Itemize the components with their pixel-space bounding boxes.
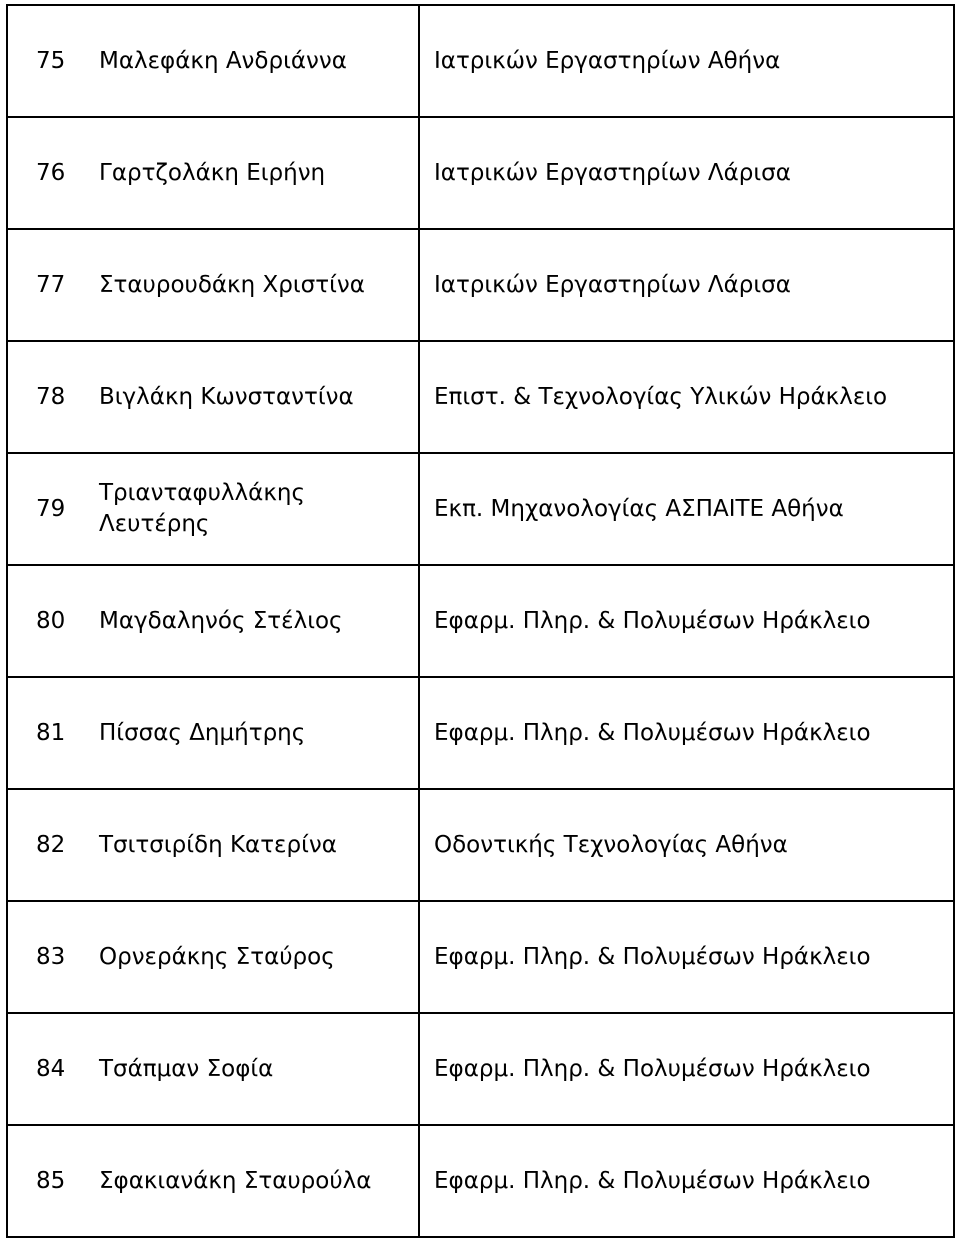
student-name: Βιγλάκη Κωνσταντίνα xyxy=(93,341,419,453)
table-row xyxy=(7,1013,954,1125)
student-name: Πίσσας Δημήτρης xyxy=(93,677,419,789)
student-name: Ορνεράκης Σταύρος xyxy=(93,901,419,1013)
school-name: Ιατρικών Εργαστηρίων Αθήνα xyxy=(419,5,954,117)
table-row xyxy=(7,1125,954,1237)
row-number: 80 xyxy=(7,565,93,677)
table-row xyxy=(7,565,954,677)
school-name: Ιατρικών Εργαστηρίων Λάρισα xyxy=(419,229,954,341)
student-name: Γαρτζολάκη Ειρήνη xyxy=(93,117,419,229)
table-row xyxy=(7,677,954,789)
row-number: 85 xyxy=(7,1125,93,1237)
table-row xyxy=(7,901,954,1013)
row-number: 79 xyxy=(7,453,93,565)
school-name: Επιστ. & Τεχνολογίας Υλικών Ηράκλειο xyxy=(419,341,954,453)
student-name: Τριανταφυλλάκης Λευτέρης xyxy=(93,453,419,565)
row-number: 75 xyxy=(7,5,93,117)
school-name: Εφαρμ. Πληρ. & Πολυμέσων Ηράκλειο xyxy=(419,901,954,1013)
row-number: 76 xyxy=(7,117,93,229)
school-name: Οδοντικής Τεχνολογίας Αθήνα xyxy=(419,789,954,901)
school-name: Εφαρμ. Πληρ. & Πολυμέσων Ηράκλειο xyxy=(419,565,954,677)
student-name: Μαγδαληνός Στέλιος xyxy=(93,565,419,677)
row-number: 84 xyxy=(7,1013,93,1125)
school-name: Εφαρμ. Πληρ. & Πολυμέσων Ηράκλειο xyxy=(419,677,954,789)
student-name: Τσάπμαν Σοφία xyxy=(93,1013,419,1125)
table-row xyxy=(7,341,954,453)
student-name: Μαλεφάκη Ανδριάννα xyxy=(93,5,419,117)
row-number: 83 xyxy=(7,901,93,1013)
school-name: Ιατρικών Εργαστηρίων Λάρισα xyxy=(419,117,954,229)
table-row xyxy=(7,5,954,117)
table-row xyxy=(7,229,954,341)
school-name: Εφαρμ. Πληρ. & Πολυμέσων Ηράκλειο xyxy=(419,1125,954,1237)
table-row xyxy=(7,453,954,565)
table-row xyxy=(7,789,954,901)
row-number: 81 xyxy=(7,677,93,789)
student-name: Τσιτσιρίδη Κατερίνα xyxy=(93,789,419,901)
school-name: Εκπ. Μηχανολογίας ΑΣΠΑΙΤΕ Αθήνα xyxy=(419,453,954,565)
row-number: 78 xyxy=(7,341,93,453)
student-name: Σφακιανάκη Σταυρούλα xyxy=(93,1125,419,1237)
row-number: 77 xyxy=(7,229,93,341)
student-name: Σταυρουδάκη Χριστίνα xyxy=(93,229,419,341)
table-row xyxy=(7,117,954,229)
school-name: Εφαρμ. Πληρ. & Πολυμέσων Ηράκλειο xyxy=(419,1013,954,1125)
students-table xyxy=(6,4,955,1238)
row-number: 82 xyxy=(7,789,93,901)
